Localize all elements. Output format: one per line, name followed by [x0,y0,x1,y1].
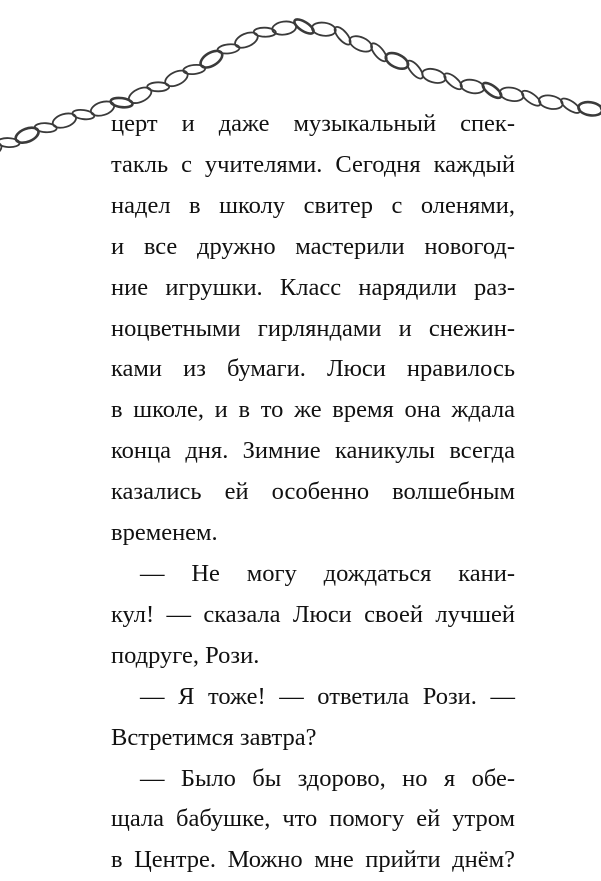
chain-link [499,86,525,103]
chain-link [51,111,78,131]
chain-link [421,66,448,85]
chain-link [577,100,601,117]
text-line: церт и даже музыкальный спек- [111,104,515,145]
chain-link [271,20,297,36]
chain-link [126,84,153,106]
text-line: — Я тоже! — ответила Рози. — [111,677,515,718]
text-line: ками из бумаги. Люси нравилось [111,349,515,390]
paragraph-1 [111,104,515,554]
text-line: щала бабушке, что помогу ей утром [111,799,515,840]
text-line: конца дня. Зимние каникулы всегда [111,431,515,472]
chain-link [405,58,426,81]
text-line: ноцветными гирляндами и снежин- [111,309,515,350]
text-line: Встретимся завтра? [111,718,515,759]
text-line: в школе, и в то же время она ждала [111,390,515,431]
text-line: надел в школу свитер с оленями, [111,186,515,227]
chain-link [311,21,337,37]
chain-link [14,125,41,146]
text-line: в Центре. Можно мне прийти днём? [111,840,515,881]
chain-link [0,140,4,160]
chain-link [347,33,374,55]
text-line: казались ей особенно волшебным [111,472,515,513]
chain-link [538,93,564,110]
chain-link [163,67,190,89]
paragraph-4 [111,759,515,881]
story-text [111,104,515,881]
text-line: кул! — сказала Люси своей лучшей [111,595,515,636]
chain-link [198,47,225,71]
chain-link [233,29,260,50]
text-line: временем. [111,513,515,554]
text-line: такль с учителями. Сегодня каждый [111,145,515,186]
text-line: — Не могу дождаться кани- [111,554,515,595]
text-line: — Было бы здорово, но я обе- [111,759,515,800]
text-line: подруге, Рози. [111,636,515,677]
chain-link [383,50,410,72]
chain-link [459,78,485,95]
paragraph-3 [111,677,515,759]
paragraph-2 [111,554,515,677]
text-line: ние игрушки. Класс нарядили раз- [111,268,515,309]
text-line: и все дружно мастерили новогод- [111,227,515,268]
chain-link [217,43,240,54]
